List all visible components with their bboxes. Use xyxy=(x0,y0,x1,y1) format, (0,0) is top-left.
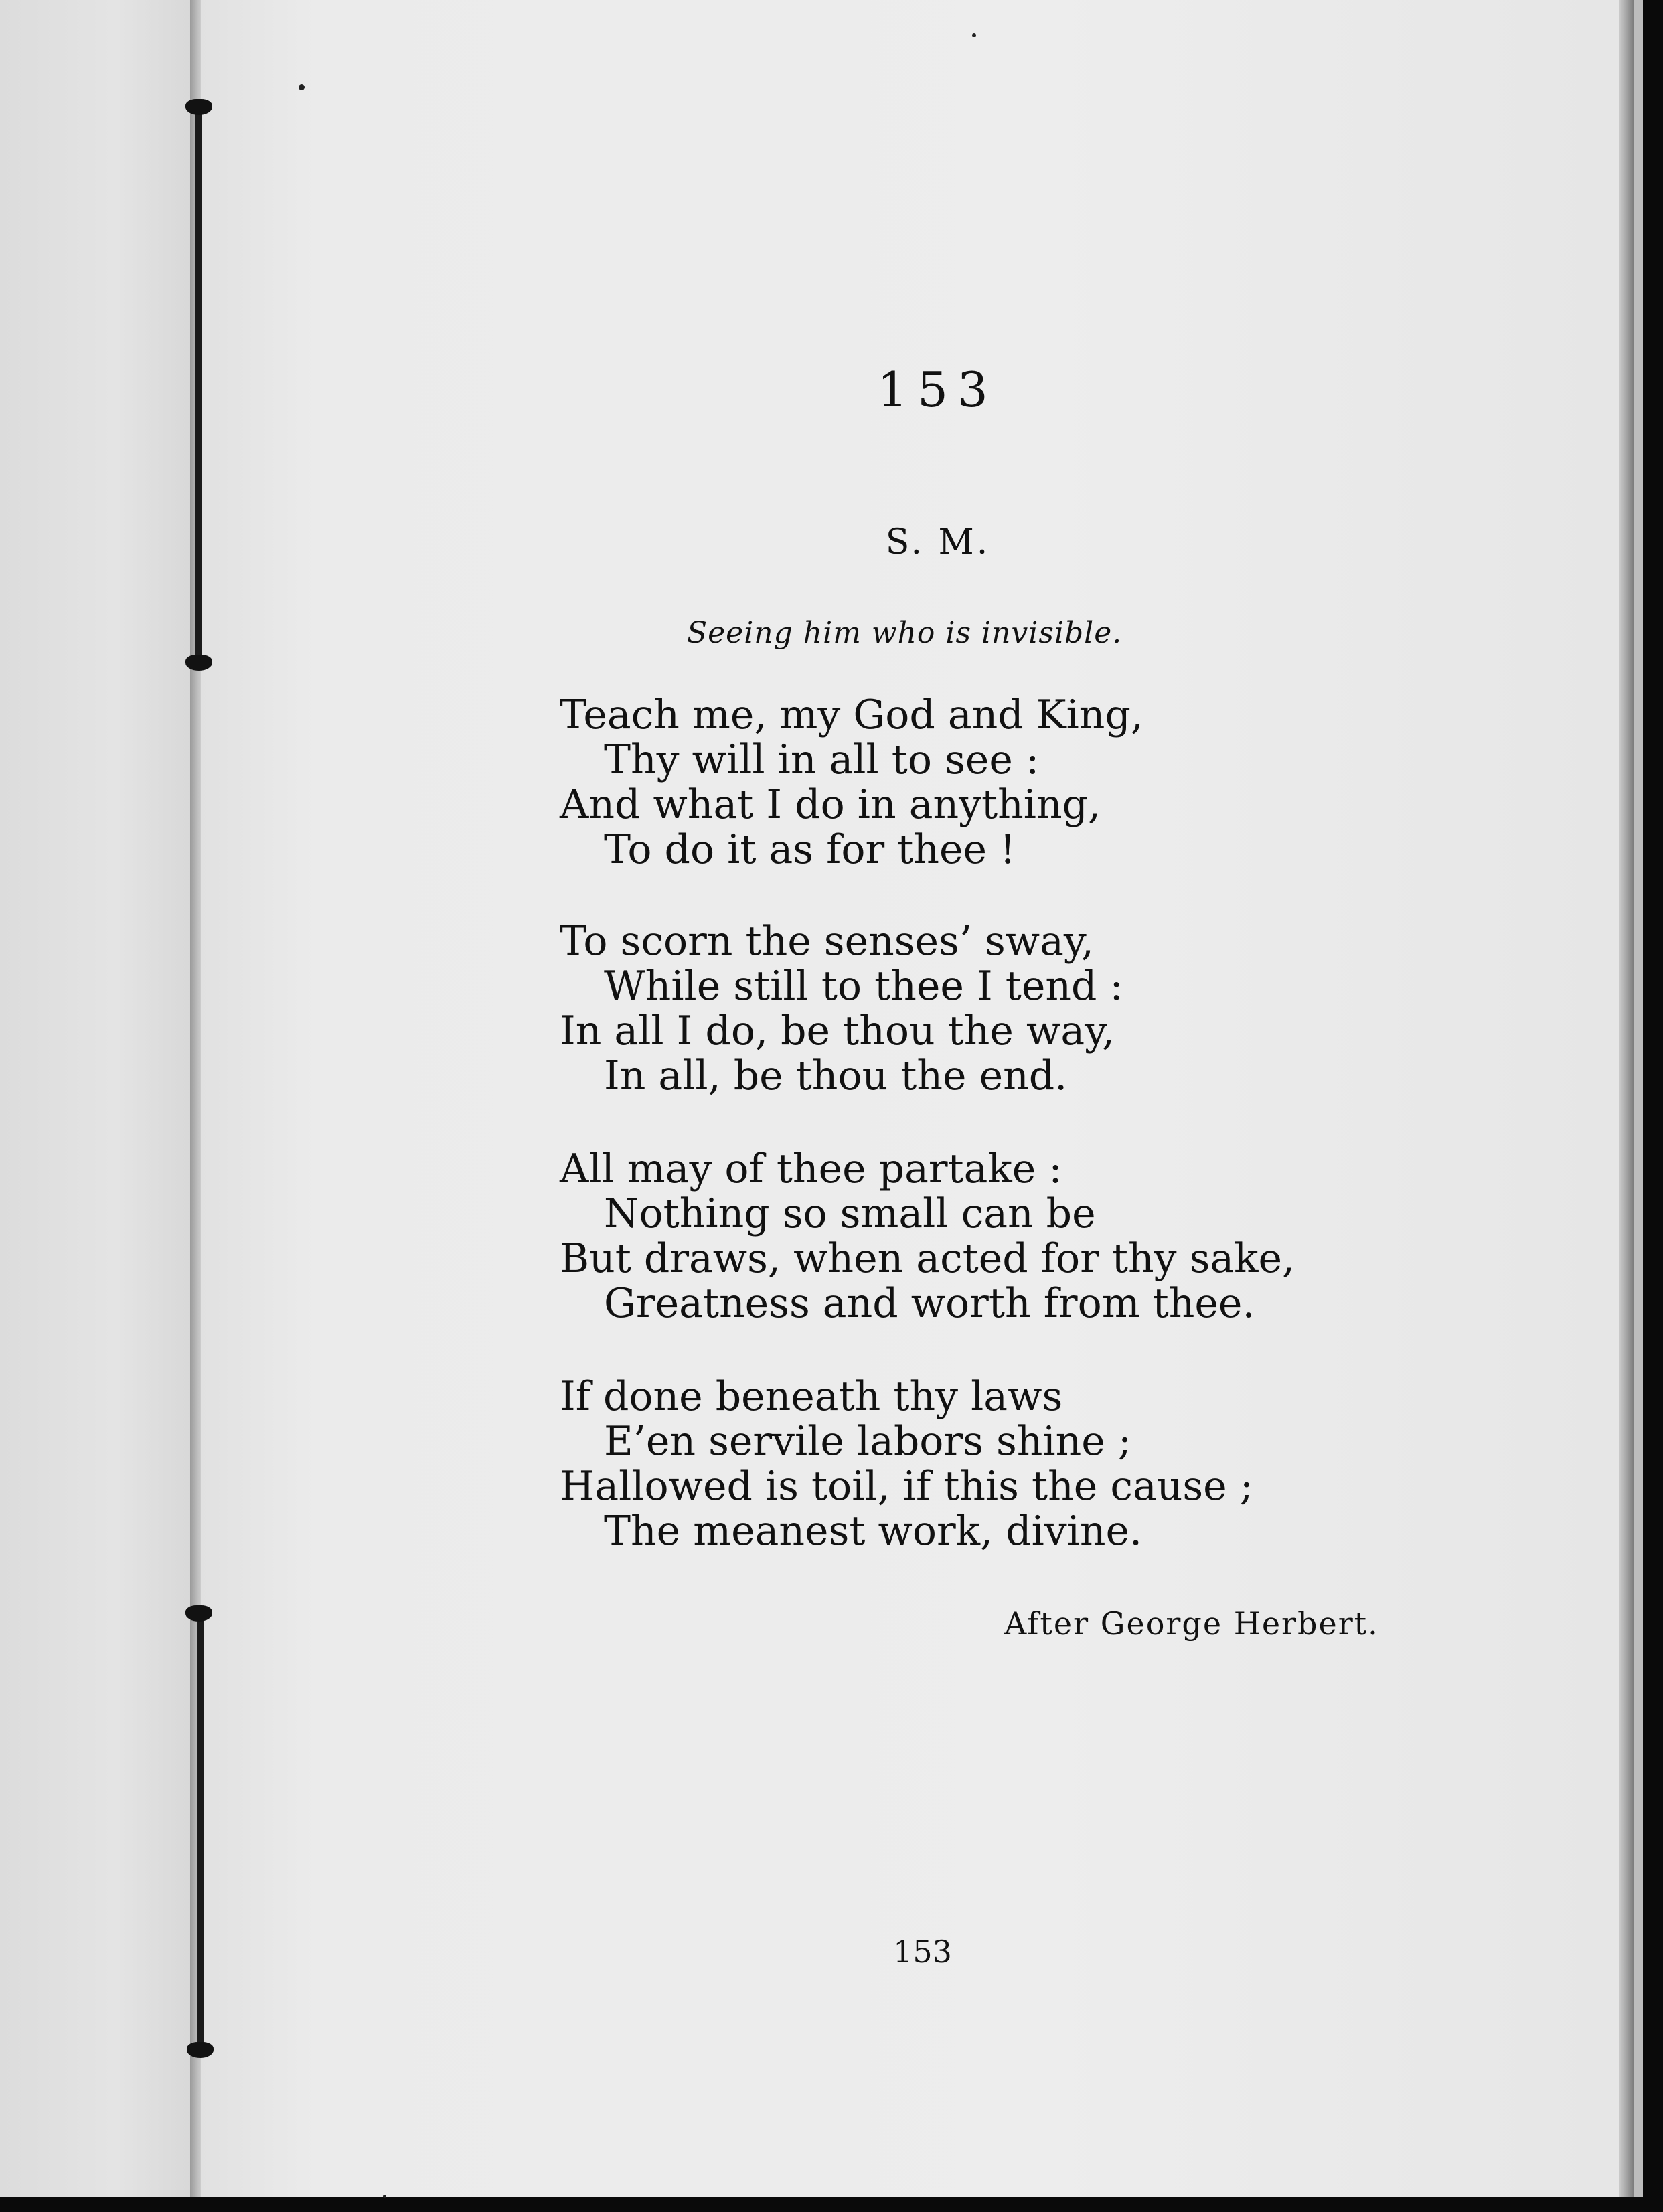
page-edge-shadow xyxy=(1619,0,1634,2197)
verse-line: Thy will in all to see : xyxy=(604,736,1040,783)
binding-knot-icon xyxy=(187,2042,214,2058)
verse-line: While still to thee I tend : xyxy=(604,963,1123,1010)
binding-thread-upper xyxy=(195,107,202,663)
hymn-page xyxy=(201,0,1619,2197)
verse-line: And what I do in anything, xyxy=(560,781,1101,828)
verse-line: Greatness and worth from thee. xyxy=(604,1280,1255,1327)
stanza-4 xyxy=(560,1374,1253,1554)
hymn-epigraph: Seeing him who is invisible. xyxy=(687,616,1123,650)
verse-line: But draws, when acted for thy sake, xyxy=(560,1235,1295,1282)
hymn-attribution: After George Herbert. xyxy=(1004,1605,1379,1642)
dust-speck xyxy=(299,84,305,90)
stanza-2 xyxy=(560,919,1123,1099)
binding-knot-icon xyxy=(185,99,212,115)
verse-line: If done beneath thy laws xyxy=(560,1373,1063,1420)
binding-thread-lower xyxy=(197,1613,204,2055)
binding-knot-icon xyxy=(185,655,212,671)
dust-speck xyxy=(383,2195,386,2198)
page-number: 153 xyxy=(893,1933,952,1970)
verse-line: In all I do, be thou the way, xyxy=(560,1008,1115,1054)
page-edge xyxy=(1634,0,1643,2197)
stanza-1 xyxy=(560,693,1143,872)
verse-line: To do it as for thee ! xyxy=(604,826,1016,873)
verse-line: In all, be thou the end. xyxy=(604,1052,1068,1099)
dust-speck xyxy=(972,33,976,37)
verse-line: All may of thee partake : xyxy=(560,1146,1062,1192)
verse-line: The meanest work, divine. xyxy=(604,1508,1143,1555)
binding-knot-icon xyxy=(185,1605,212,1622)
verse-line: Nothing so small can be xyxy=(604,1190,1096,1237)
facing-page-edge xyxy=(0,0,193,2197)
verse-line: Hallowed is toil, if this the cause ; xyxy=(560,1463,1253,1510)
hymn-meter: S. M. xyxy=(885,522,991,562)
hymn-number: 153 xyxy=(877,362,998,418)
verse-line: E’en servile labors shine ; xyxy=(604,1418,1132,1465)
verse-line: To scorn the senses’ sway, xyxy=(560,918,1094,965)
stanza-3 xyxy=(560,1147,1295,1326)
verse-line: Teach me, my God and King, xyxy=(560,692,1143,738)
